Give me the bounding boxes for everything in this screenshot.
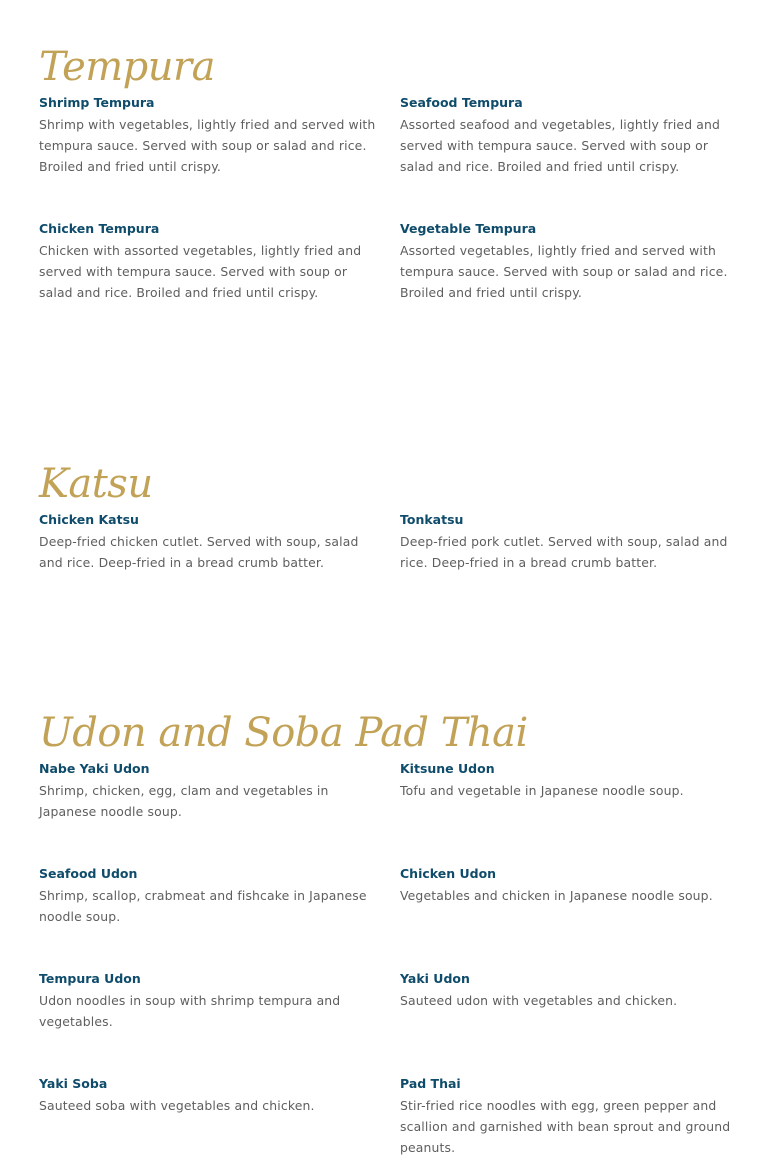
item-description: Stir-fried rice noodles with egg, green pepper and scallion and garnished with bean sprout and ground peanuts.	[400, 1098, 731, 1155]
item-description: Sauteed udon with vegetables and chicken.	[400, 993, 678, 1008]
item-name: Nabe Yaki Udon	[39, 761, 150, 776]
menu-item	[400, 760, 738, 801]
menu-item	[400, 220, 738, 303]
item-description: Assorted vegetables, lightly fried and served with tempura sauce. Served with soup or salad and rice. Broiled and fried until crispy.	[400, 243, 728, 300]
section-title: Udon and Soba Pad Thai	[39, 710, 528, 756]
item-name: Tonkatsu	[400, 512, 464, 527]
section-tempura	[39, 42, 739, 300]
menu-item	[39, 511, 377, 573]
item-description: Sauteed soba with vegetables and chicken.	[39, 1098, 315, 1113]
item-description: Shrimp, scallop, crabmeat and fishcake in Japanese noodle soup.	[39, 888, 367, 924]
menu-item	[400, 970, 738, 1011]
menu-item	[400, 1075, 738, 1158]
item-name: Chicken Tempura	[39, 221, 160, 236]
item-name: Yaki Udon	[400, 971, 470, 986]
item-name: Chicken Udon	[400, 866, 497, 881]
item-description: Assorted seafood and vegetables, lightly fried and served with tempura sauce. Served with soup or salad and rice. Broiled and fried until crispy.	[400, 117, 721, 174]
menu-item	[39, 1075, 377, 1116]
item-description: Tofu and vegetable in Japanese noodle soup.	[400, 783, 684, 798]
item-description: Deep-fried chicken cutlet. Served with soup, salad and rice. Deep-fried in a bread crumb batter.	[39, 534, 359, 570]
item-description: Udon noodles in soup with shrimp tempura and vegetables.	[39, 993, 341, 1029]
item-description: Chicken with assorted vegetables, lightly fried and served with tempura sauce. Served with soup or salad and rice. Broiled and fried until crispy.	[39, 243, 362, 300]
section-udon-soba-pad-thai	[39, 708, 739, 1155]
item-description: Deep-fried pork cutlet. Served with soup, salad and rice. Deep-fried in a bread crumb batter.	[400, 534, 728, 570]
menu-item	[39, 220, 377, 303]
item-name: Seafood Udon	[39, 866, 138, 881]
menu-item	[39, 865, 377, 927]
item-name: Shrimp Tempura	[39, 95, 155, 110]
item-name: Kitsune Udon	[400, 761, 495, 776]
item-name: Tempura Udon	[39, 971, 141, 986]
item-name: Yaki Soba	[39, 1076, 108, 1091]
item-description: Vegetables and chicken in Japanese noodle soup.	[400, 888, 713, 903]
menu-item	[400, 865, 738, 906]
item-name: Chicken Katsu	[39, 512, 139, 527]
section-katsu	[39, 459, 739, 570]
item-description: Shrimp, chicken, egg, clam and vegetables in Japanese noodle soup.	[39, 783, 329, 819]
section-title: Tempura	[39, 44, 216, 90]
section-title: Katsu	[39, 461, 153, 507]
menu-item	[400, 511, 738, 573]
menu-item	[39, 970, 377, 1032]
item-name: Seafood Tempura	[400, 95, 523, 110]
menu-item	[39, 760, 377, 822]
item-description: Shrimp with vegetables, lightly fried and served with tempura sauce. Served with soup or salad and rice. Broiled and fried until crispy.	[39, 117, 376, 174]
item-name: Pad Thai	[400, 1076, 461, 1091]
menu-item	[39, 94, 377, 177]
item-name: Vegetable Tempura	[400, 221, 537, 236]
menu-item	[400, 94, 738, 177]
